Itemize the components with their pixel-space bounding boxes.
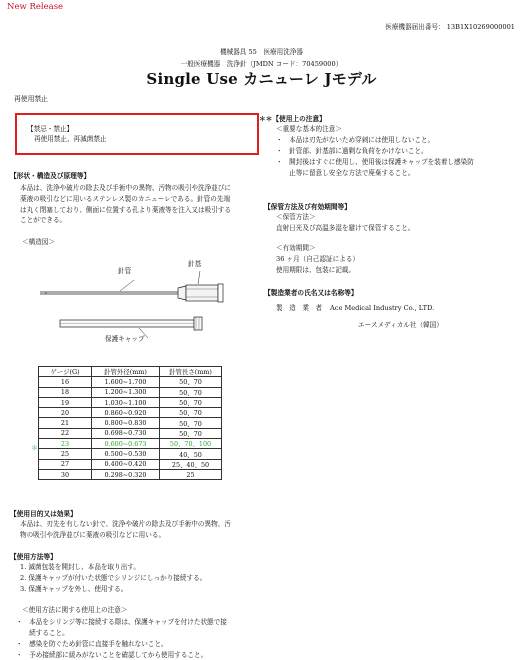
table-row [39, 397, 222, 407]
contraindication-box [15, 113, 259, 155]
method-note: ・ 本品をシリンジ等に接続する際は、保護キャップを付けた状態で接 [16, 618, 227, 626]
table-row [39, 408, 222, 418]
column-header-gauge: ゲージ(G) [39, 367, 92, 377]
outer-diameter-cell: 0.860~0.920 [92, 408, 160, 418]
precaution-item: 止等に留意し安全な方法で廃棄すること。 [276, 169, 415, 177]
precautions-heading: ＊＊【使用上の注意】 [259, 115, 326, 123]
table-row [39, 418, 222, 428]
table-row [39, 459, 222, 469]
method-note: ・ 感染を防ぐため針管に直接手を触れないこと。 [16, 640, 168, 648]
length-cell: 50、70 [160, 428, 222, 438]
storage-heading: 【保管方法及び有効期間等】 [264, 203, 351, 211]
precautions-subheading: ＜重要な基本的注意＞ [276, 125, 342, 133]
length-cell: 50、70 [160, 377, 222, 387]
new-release-label: New Release [7, 2, 64, 12]
validity-period-value: 36 ヶ月（自己認証による） [276, 255, 360, 263]
length-cell: 50、70 [160, 408, 222, 418]
table-row [39, 449, 222, 459]
table-header-row [39, 367, 222, 377]
hub-drawing [178, 271, 223, 302]
manufacturer-name-en: Ace Medical Industry Co., LTD. [330, 304, 435, 312]
table-row [39, 469, 222, 479]
gauge-cell: 27 [39, 459, 92, 469]
structure-diagram-label: ＜構造図＞ [22, 238, 55, 246]
method-step: 1. 滅菌包装を開封し、本品を取り出す。 [20, 563, 140, 571]
shape-line: 本品は、洗浄や破片の除去及び手術中の異物、汚物の吸引や洗浄並びに [20, 184, 231, 192]
label-protective-cap: 保護キャップ [105, 335, 145, 343]
validity-period-note: 使用期限は、包装に記載。 [276, 266, 356, 274]
gauge-spec-table [38, 366, 222, 480]
gauge-cell: 16 [39, 377, 92, 387]
purpose-line: 本品は、刃先を有しない針で、洗浄や破片の除去及び手術中の異物、汚 [20, 520, 231, 528]
method-notes-heading: ＜使用方法に関する使用上の注意＞ [22, 606, 128, 614]
manufacturer-name-ja: エースメディカル社（韓国） [358, 321, 443, 329]
length-cell: 25 [160, 469, 222, 479]
method-step: 3. 保護キャップを外し、使用する。 [20, 585, 128, 593]
gauge-cell: 18 [39, 387, 92, 397]
contraindication-text: 再使用禁止、再滅菌禁止 [34, 135, 107, 143]
gauge-cell: 21 [39, 418, 92, 428]
outer-diameter-cell: 1.600~1.700 [92, 377, 160, 387]
shape-line: は丸く閉塞しており、側面に位置する孔より薬液等を注入又は吸引する [20, 205, 231, 214]
outer-diameter-cell: 1.200~1.300 [92, 387, 160, 397]
classification-line-1: 機械器具 55 医療用洗浄器 [219, 48, 304, 56]
gauge-cell: 22 [39, 428, 92, 438]
shape-line: ことができる。 [20, 216, 67, 225]
column-header-length: 針管長さ(mm) [160, 367, 222, 377]
gauge-cell: 19 [39, 397, 92, 407]
outer-diameter-cell: 0.800~0.830 [92, 418, 160, 428]
outer-diameter-cell: 0.698~0.730 [92, 428, 160, 438]
outer-diameter-cell: 1.030~1.100 [92, 397, 160, 407]
label-needle-tube: 針管 [118, 267, 132, 275]
shape-structure-heading: 【形状・構造及び原理等】 [10, 172, 91, 180]
cannula-diagram [40, 262, 225, 342]
length-cell: 40、50 [160, 449, 222, 459]
contraindication-heading: 【禁忌・禁止】 [27, 125, 74, 133]
table-row [39, 439, 222, 449]
table-row [39, 387, 222, 397]
method-note: 続すること。 [16, 629, 69, 637]
precaution-item: ・ 針管部、針基部に過剰な負荷をかけないこと。 [276, 147, 428, 155]
method-note: ・ 予め接続部に緩みがないことを確認してから使用すること。 [16, 651, 208, 659]
precaution-item: ・ 開封後はすぐに使用し、使用後は保護キャップを装着し感染防 [276, 158, 474, 166]
length-cell: 50、70、100 [160, 439, 222, 449]
outer-diameter-cell: 0.500~0.530 [92, 449, 160, 459]
registration-number: 医療機器届出番号： 13B1X10269000001 [385, 23, 515, 31]
manufacturer-heading: 【製造業者の氏名又は名称等】 [264, 289, 358, 297]
gauge-cell: 25 [39, 449, 92, 459]
validity-period-label: ＜有効期間＞ [276, 244, 316, 252]
method-step: 2. 保護キャップが付いた状態でシリンジにしっかり接続する。 [20, 574, 207, 582]
label-hub: 針基 [188, 260, 202, 268]
needle-tube-drawing [40, 280, 178, 294]
storage-method-label: ＜保管方法＞ [276, 213, 316, 221]
precaution-item: ・ 本品は刃先がないため穿刺には使用しないこと。 [276, 136, 435, 144]
gauge-cell: 30 [39, 469, 92, 479]
outer-diameter-cell: 0.298~0.320 [92, 469, 160, 479]
document-title: Single Use カニューレ Jモデル [146, 70, 377, 88]
reuse-prohibited-label: 再使用禁止 [14, 95, 48, 103]
purpose-heading: 【使用目的又は効果】 [10, 510, 77, 518]
length-cell: 50、70 [160, 387, 222, 397]
gauge-cell: 20 [39, 408, 92, 418]
table-row [39, 377, 222, 387]
length-cell: 25、40、50 [160, 459, 222, 469]
column-header-outer-diameter: 針管外径(mm) [92, 367, 160, 377]
table-row [39, 428, 222, 438]
highlight-asterisk: ＊ [31, 444, 38, 452]
length-cell: 50、70 [160, 418, 222, 428]
storage-method-text: 直射日光及び高温多湿を避けて保管すること。 [276, 224, 415, 232]
outer-diameter-cell: 0.400~0.420 [92, 459, 160, 469]
shape-description [20, 183, 264, 226]
purpose-line: 物の吸引や洗浄並びに薬液の吸引などに用いる。 [20, 531, 166, 539]
classification-line-2: 一般医療機器 洗浄針（JMDN コード：70459000） [180, 60, 343, 68]
outer-diameter-cell: 0.600~0.673 [92, 439, 160, 449]
shape-line: 薬液の吸引などに用いるステンレス製のカニューレである。針管の先端 [20, 194, 231, 203]
gauge-cell: 23 [39, 439, 92, 449]
manufacturer-label: 製 造 業 者 [276, 304, 323, 312]
length-cell: 50、70 [160, 397, 222, 407]
method-heading: 【使用方法等】 [10, 553, 57, 561]
